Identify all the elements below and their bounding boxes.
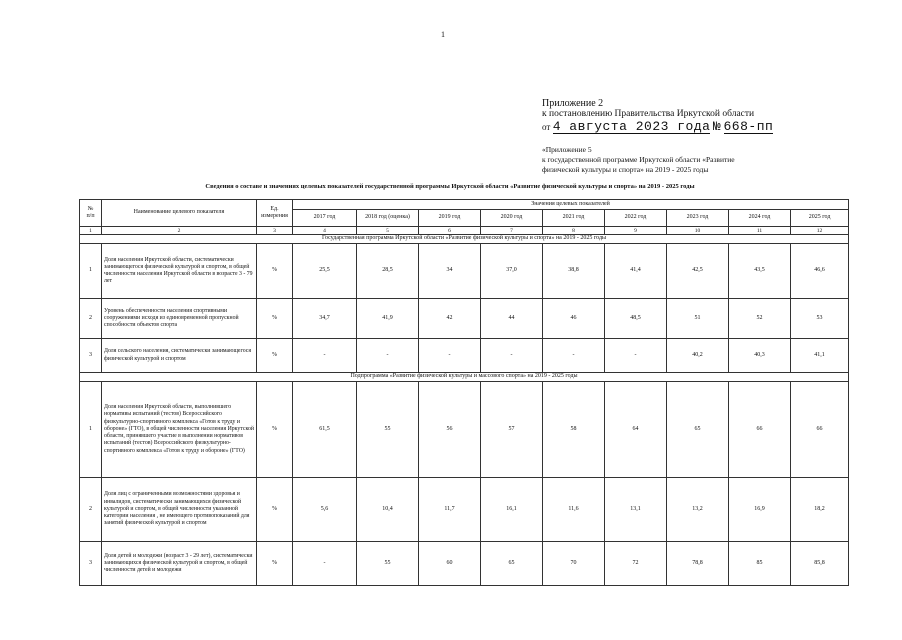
value-cell: 13,2 xyxy=(667,478,729,542)
header-year: 2019 год xyxy=(419,210,481,227)
appendix-header xyxy=(542,98,882,175)
value-cell: 41,9 xyxy=(357,299,419,339)
table-row xyxy=(80,299,849,339)
value-cell: 10,4 xyxy=(357,478,419,542)
value-cell: - xyxy=(357,339,419,373)
value-cell: - xyxy=(543,339,605,373)
sub-appendix-line-2: физической культуры и спорта» на 2019 - 2025 годы xyxy=(542,165,709,174)
column-number: 6 xyxy=(419,227,481,235)
value-cell: 40,3 xyxy=(729,339,791,373)
decree-from-prefix: от xyxy=(542,122,551,132)
column-number: 7 xyxy=(481,227,543,235)
value-cell: 34 xyxy=(419,244,481,299)
value-cell: 40,2 xyxy=(667,339,729,373)
indicator-name: Доля детей и молодежи (возраст 3 - 29 лет), систематически занимающихся физической культурой и спортом, в общей численности детей и молодежи xyxy=(102,542,257,586)
value-cell: - xyxy=(293,542,357,586)
value-cell: 42 xyxy=(419,299,481,339)
value-cell: - xyxy=(419,339,481,373)
header-num-sub: п/п xyxy=(86,213,95,219)
indicator-name: Доля сельского населения, систематически занимающегося физической культурой и спортом xyxy=(102,339,257,373)
value-cell: 11,7 xyxy=(419,478,481,542)
header-year: 2020 год xyxy=(481,210,543,227)
section-row xyxy=(80,373,849,382)
unit-cell: % xyxy=(257,542,293,586)
indicator-name: Доля населения Иркутской области, систематически занимающегося физической культурой и спортом, в общей численности населения Иркутской области в возрасте 3 - 79 лет xyxy=(102,244,257,299)
section-title: Государственная программа Иркутской области «Развитие физической культуры и спорта» на 2019 - 2025 годы xyxy=(80,235,849,244)
column-number: 5 xyxy=(357,227,419,235)
value-cell: 44 xyxy=(481,299,543,339)
table-row xyxy=(80,542,849,586)
value-cell: 43,5 xyxy=(729,244,791,299)
value-cell: 5,6 xyxy=(293,478,357,542)
value-cell: 66 xyxy=(791,382,849,478)
section-row xyxy=(80,235,849,244)
value-cell: 53 xyxy=(791,299,849,339)
value-cell: 65 xyxy=(667,382,729,478)
header-year: 2025 год xyxy=(791,210,849,227)
document-title: Сведения о составе и значениях целевых показателей государственной программы Иркутской области «Развитие физической культуры и спорта» на 2019 - 2025 годы xyxy=(205,183,695,190)
value-cell: 25,5 xyxy=(293,244,357,299)
sub-appendix-line-1: к государственной программе Иркутской области «Развитие xyxy=(542,155,735,164)
value-cell: - xyxy=(605,339,667,373)
sub-appendix-title: «Приложение 5 xyxy=(542,145,592,154)
header-year: 2023 год xyxy=(667,210,729,227)
appendix-to-decree: к постановлению Правительства Иркутской области xyxy=(542,109,755,119)
header-name: Наименование целевого показателя xyxy=(102,200,257,227)
value-cell: 85,8 xyxy=(791,542,849,586)
value-cell: 64 xyxy=(605,382,667,478)
decree-date: 4 августа 2023 года xyxy=(552,119,711,134)
value-cell: 66 xyxy=(729,382,791,478)
table-body xyxy=(80,227,849,586)
header-num-cell xyxy=(80,200,102,227)
value-cell: 42,5 xyxy=(667,244,729,299)
unit-cell: % xyxy=(257,382,293,478)
value-cell: 58 xyxy=(543,382,605,478)
value-cell: 60 xyxy=(419,542,481,586)
value-cell: 56 xyxy=(419,382,481,478)
value-cell: 16,1 xyxy=(481,478,543,542)
table-row xyxy=(80,478,849,542)
column-number: 10 xyxy=(667,227,729,235)
decree-number-sign: № xyxy=(712,119,722,134)
table-row xyxy=(80,339,849,373)
value-cell: 55 xyxy=(357,382,419,478)
value-cell: 34,7 xyxy=(293,299,357,339)
value-cell: 55 xyxy=(357,542,419,586)
column-number: 9 xyxy=(605,227,667,235)
value-cell: 51 xyxy=(667,299,729,339)
header-values-group: Значения целевых показателей xyxy=(293,200,849,210)
indicators-table xyxy=(79,199,849,586)
value-cell: 48,5 xyxy=(605,299,667,339)
section-title: Подпрограмма «Развитие физической культуры и массового спорта» на 2019 - 2025 годы xyxy=(80,373,849,382)
indicator-name: Доля лиц с ограниченными возможностями здоровья и инвалидов, систематически занимающихся физической культурой и спортом, в общей численности указанной категории населения , не имеющего противопоказаний для занятий физической культурой и спортом xyxy=(102,478,257,542)
value-cell: 85 xyxy=(729,542,791,586)
value-cell: 70 xyxy=(543,542,605,586)
row-number: 1 xyxy=(80,382,102,478)
unit-cell: % xyxy=(257,299,293,339)
column-number: 3 xyxy=(257,227,293,235)
unit-cell: % xyxy=(257,339,293,373)
indicator-name: Уровень обеспеченности населения спортивными сооружениями исходя из единовременной пропускной способности объектов спорта xyxy=(102,299,257,339)
value-cell: 46,6 xyxy=(791,244,849,299)
header-unit: Ед. измерения xyxy=(257,200,293,227)
decree-number: 668-пп xyxy=(723,119,774,134)
row-number: 3 xyxy=(80,542,102,586)
value-cell: 57 xyxy=(481,382,543,478)
unit-cell: % xyxy=(257,478,293,542)
value-cell: 65 xyxy=(481,542,543,586)
column-number: 2 xyxy=(102,227,257,235)
value-cell: 78,8 xyxy=(667,542,729,586)
row-number: 1 xyxy=(80,244,102,299)
value-cell: 16,9 xyxy=(729,478,791,542)
page-number: 1 xyxy=(441,30,445,39)
column-number: 11 xyxy=(729,227,791,235)
value-cell: - xyxy=(481,339,543,373)
sub-appendix-block xyxy=(542,145,772,175)
header-year: 2024 год xyxy=(729,210,791,227)
row-number: 2 xyxy=(80,299,102,339)
table-row xyxy=(80,244,849,299)
value-cell: 41,4 xyxy=(605,244,667,299)
value-cell: 41,1 xyxy=(791,339,849,373)
value-cell: 18,2 xyxy=(791,478,849,542)
header-year: 2018 год (оценка) xyxy=(357,210,419,227)
header-year: 2022 год xyxy=(605,210,667,227)
value-cell: 52 xyxy=(729,299,791,339)
value-cell: 28,5 xyxy=(357,244,419,299)
column-number-row xyxy=(80,227,849,235)
value-cell: 72 xyxy=(605,542,667,586)
unit-cell: % xyxy=(257,244,293,299)
header-year: 2021 год xyxy=(543,210,605,227)
value-cell: 46 xyxy=(543,299,605,339)
column-number: 8 xyxy=(543,227,605,235)
table-row xyxy=(80,382,849,478)
value-cell: 13,1 xyxy=(605,478,667,542)
row-number: 3 xyxy=(80,339,102,373)
header-year: 2017 год xyxy=(293,210,357,227)
value-cell: 38,8 xyxy=(543,244,605,299)
column-number: 4 xyxy=(293,227,357,235)
appendix-title: Приложение 2 xyxy=(542,98,604,109)
column-number: 12 xyxy=(791,227,849,235)
header-num: № xyxy=(87,205,94,212)
column-number: 1 xyxy=(80,227,102,235)
value-cell: - xyxy=(293,339,357,373)
row-number: 2 xyxy=(80,478,102,542)
value-cell: 37,0 xyxy=(481,244,543,299)
indicator-name: Доля населения Иркутской области, выполнившего нормативы испытаний (тестов) Всероссийского физкультурно-спортивного комплекса «Готов к труду и обороне» (ГТО), в общей численности населения Иркутской области, принявшего участие в выполнении нормативов испытаний (тестов) Всероссийского физкультурно-спортивного комплекса «Готов к труду и обороне» (ГТО) xyxy=(102,382,257,478)
decree-reference xyxy=(542,120,882,135)
value-cell: 61,5 xyxy=(293,382,357,478)
value-cell: 11,6 xyxy=(543,478,605,542)
